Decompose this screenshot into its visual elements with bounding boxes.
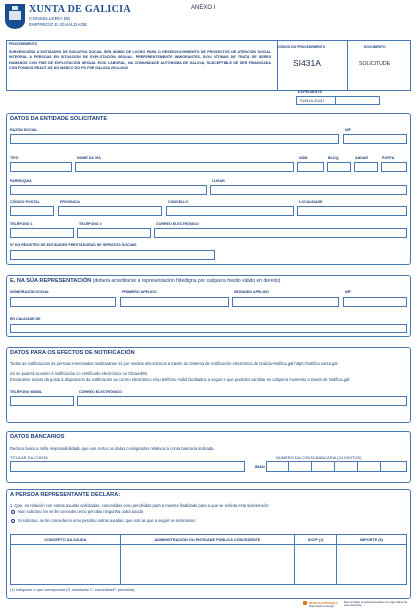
mobile-label: TELÉFONO MÓBIL — [10, 390, 43, 394]
option-none-label: Non solicitou nin se lle concedeu e/ou percibiu ningunha outra axuda — [18, 509, 143, 514]
codigo-postal-field[interactable] — [10, 206, 54, 216]
num-label: NÚM. — [299, 156, 309, 160]
rexistro-field[interactable] — [10, 250, 215, 260]
representative-section-title: E, NA SÚA REPRESENTACIÓN (deberá acreditarse a representación fidedigna por calquera medio válido en dereito) — [10, 278, 281, 284]
org-name: XUNTA DE GALICIA — [29, 4, 131, 15]
aid-row[interactable] — [11, 555, 407, 565]
codigo-postal-label: CÓDIGO POSTAL — [10, 200, 40, 204]
sede-label: SEDE ELECTRÓNICA — [309, 601, 338, 605]
aid-col-administration: ADMINISTRACIÓN OU ENTIDADE PÚBLICA CONCEDENTE — [120, 535, 295, 545]
bloq-label: BLOQ. — [328, 156, 340, 160]
porta-label: PORTA — [382, 156, 395, 160]
bloq-field[interactable] — [327, 162, 351, 172]
razon-social-field[interactable] — [10, 134, 339, 144]
option-other-radio[interactable] — [11, 519, 15, 523]
notification-section-title: DATOS PARA OS EFECTOS DE NOTIFICACIÓN — [10, 350, 135, 356]
nif-field[interactable] — [343, 134, 407, 144]
declaration-section-title: A PERSOA REPRESENTANTE DECLARA: — [10, 492, 121, 498]
aid-footnote: (1) Indíquese o que corresponda (S: solicitada/ C: concedida/P: percibida) — [10, 588, 135, 592]
document-label: DOCUMENTO — [364, 45, 386, 49]
lugar-label: LUGAR — [212, 179, 225, 183]
procedure-code-label: CÓDIGO DO PROCEDEMENTO — [277, 45, 326, 49]
nif-label: NIF — [345, 128, 351, 132]
email-field[interactable] — [154, 228, 407, 238]
telefono1-field[interactable] — [10, 228, 74, 238]
localidade-label: LOCALIDADE — [299, 200, 323, 204]
porta-field[interactable] — [381, 162, 407, 172]
rep-nif-label: NIF — [345, 290, 351, 294]
parroquia-label: PARROQUIA — [10, 179, 32, 183]
option-none-radio[interactable] — [11, 510, 15, 514]
provincia-label: PROVINCIA — [60, 200, 80, 204]
tipo-field[interactable] — [10, 162, 72, 172]
rep-nome-label: NOME/RAZÓN SOCIAL — [10, 290, 50, 294]
notification-section — [6, 347, 411, 423]
rep-calidade-label: EN CALIDADE DE — [10, 317, 41, 321]
sede-notice: Este formulario só poderá presentarse nun lugar distinto da sede electrónica — [344, 601, 407, 607]
notification-text-3: Enviaranse avisos da posta á disposición da notificación ao correo electrónico e/ou teléfono móbil facilitados a seguir e que poderán cambiar en calquera momento a través de Notifica.gal: — [10, 377, 351, 382]
telefono2-field[interactable] — [77, 228, 151, 238]
aid-table — [10, 534, 407, 585]
aid-col-concept: CONCEPTO DA AXUDA — [11, 535, 121, 545]
sede-logo-icon — [303, 601, 307, 605]
telefono2-label: TELÉFONO 2 — [79, 222, 102, 226]
lugar-field[interactable] — [210, 185, 407, 195]
notification-text-2: Só se poderá acceder á notificación co certificado electrónico ou Chave365. — [10, 371, 148, 376]
notif-email-label: CORREO ELECTRÓNICO — [79, 390, 122, 394]
iban-dividers — [266, 461, 407, 472]
procedure-code: SI431A — [293, 58, 321, 68]
account-number-label: NÚMERO DA CONTA BANCARIA (24 DÍXITOS) — [276, 455, 362, 460]
tipo-label: TIPO — [10, 156, 19, 160]
telefono1-label: TELÉFONO 1 — [10, 222, 33, 226]
annex-title: ANEXO I — [191, 5, 216, 11]
concello-label: CONCELLO — [168, 200, 189, 204]
razon-social-label: RAZÓN SOCIAL — [10, 128, 38, 132]
bank-declaration: Declaro baixo a miña responsabilidade que son certos os datos consignados relativos á conta bancaria indicada. — [10, 446, 215, 451]
rep-nif-field[interactable] — [343, 297, 407, 307]
rep-nome-field[interactable] — [10, 297, 116, 307]
department-line-1: CONSELLERÍA DE — [29, 17, 71, 22]
num-field[interactable] — [297, 162, 324, 172]
department-line-2: EMPREGO E IGUALDADE — [29, 23, 88, 28]
aid-row[interactable] — [11, 565, 407, 575]
rep-apelido1-label: PRIMEIRO APELIDO — [122, 290, 157, 294]
nome-via-label: NOME DA VÍA — [77, 156, 101, 160]
provincia-field[interactable] — [58, 206, 162, 216]
localidade-field[interactable] — [297, 206, 407, 216]
aid-col-amount: IMPORTE (€) — [337, 535, 407, 545]
notif-email-field[interactable] — [77, 396, 407, 406]
expediente-prefix: SI431A 2021/ — [300, 98, 325, 103]
andar-field[interactable] — [354, 162, 378, 172]
parroquia-field[interactable] — [10, 185, 207, 195]
option-other-label: Si solicitou, se lle concederon e/ou percibiu outras axudas, que son as que a seguir se relacionan: — [18, 518, 196, 523]
document-type: SOLICITUDE — [359, 61, 391, 67]
expediente-label: EXPEDIENTE — [298, 90, 323, 94]
nome-via-field[interactable] — [75, 162, 294, 172]
aid-row[interactable] — [11, 545, 407, 555]
bank-section-title: DATOS BANCARIOS — [10, 434, 65, 440]
procedure-label: PROCEDEMENTO — [9, 42, 38, 46]
email-label: CORREO ELECTRÓNICO — [156, 222, 199, 226]
rep-calidade-field[interactable] — [10, 324, 407, 333]
iban-label: IBAN — [255, 464, 265, 469]
applicant-section-title: DATOS DA ENTIDADE SOLICITANTE — [10, 116, 108, 122]
rep-apelido1-field[interactable] — [120, 297, 229, 307]
xunta-logo — [4, 3, 26, 30]
notification-text-1: Todas as notificacións ás persoas interesadas realizaranse só por medios electrónicos a través do Sistema de notificación electrónica de Galicia-Notifica.gal https://notifica.xunta.gal — [10, 361, 338, 366]
concello-field[interactable] — [166, 206, 294, 216]
andar-label: ANDAR — [355, 156, 368, 160]
titular-label: TITULAR DA CONTA — [10, 455, 48, 460]
rep-apelido2-field[interactable] — [232, 297, 339, 307]
rep-apelido2-label: SEGUNDO APELIDO — [234, 290, 270, 294]
declaration-q1: 1. Que, en relación con outras axudas solicitadas, concedidas e/ou percibidas para a mesma finalidade para a que se solicita esta subvención: — [10, 503, 269, 508]
rexistro-label: Nº DO REXISTRO DE ENTIDADES PRESTADORAS DE SERVIZOS SOCIAIS — [10, 243, 137, 247]
aid-col-status: S/C/P (1) — [295, 535, 337, 545]
sede-url[interactable]: https://sede.xunta.gal — [309, 605, 334, 608]
titular-field[interactable] — [10, 461, 245, 472]
aid-row[interactable] — [11, 575, 407, 585]
procedure-text: SUBVENCIÓNS A ENTIDADES DE INICIATIVA SOCIAL SEN ÁNIMO DE LUCRO PARA O DESENVOLVEMENTO DE PROXECTOS DE ATENCIÓN SOCIAL INTEGRAL A PERSOAS EN SITUACIÓN DE EXPLOTACIÓN SEXUAL, PREFERENTEMENTE INMIGRANTES, E/OU VÍTIMAS DE TRATA DE SERES HUMANOS CON FINS DE EXPLOTACIÓN SEXUAL E/OU LABORAL, NA COMUNIDADE AUTÓNOMA DE GALICIA, SUSCEPTIBLE DE SER FINANCIADA CON FONDOS REACT-UE NO MARCO DO PO FSE GALICIA 2014-2020 — [9, 50, 271, 71]
mobile-field[interactable] — [10, 396, 74, 406]
